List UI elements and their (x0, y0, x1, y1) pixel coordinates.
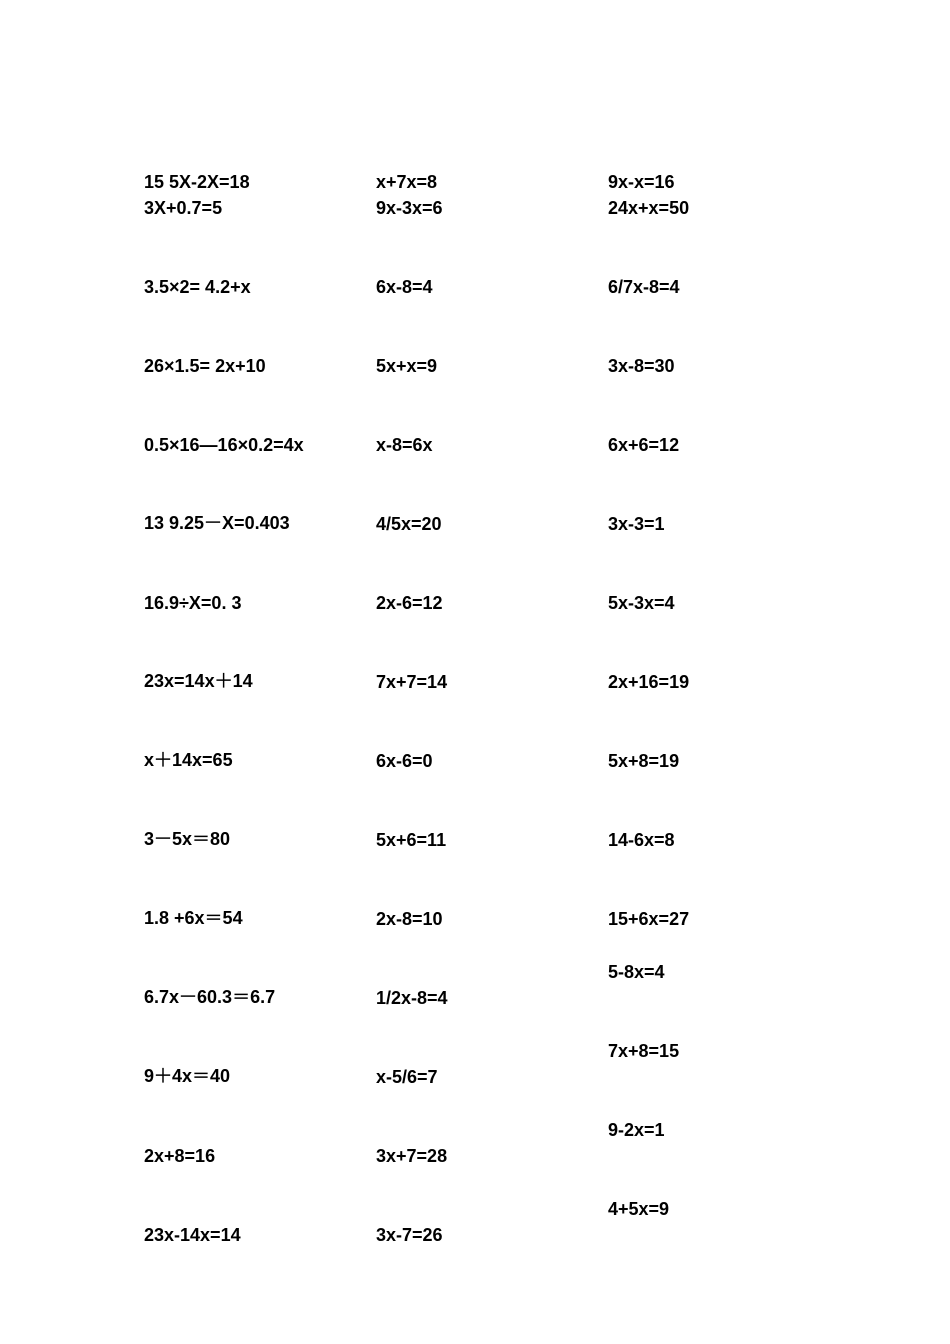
equation-col2-6: 4/5x=20 (376, 514, 442, 534)
equation-col2-10: 5x+6=11 (376, 830, 447, 850)
equation-col2-5: x-8=6x (376, 435, 433, 455)
equation-col1-10: 3－5x＝80 (144, 829, 231, 849)
equation-col3-8: 2x+16=19 (608, 672, 690, 692)
equation-col2-12: 1/2x-8=4 (376, 988, 448, 1008)
equation-col1-3: 3.5×2= 4.2+x (144, 277, 251, 297)
equation-col3-14: 9-2x=1 (608, 1120, 665, 1140)
equation-col3-4: 3x-8=30 (608, 356, 675, 376)
equation-col3-12: 5-8x=4 (608, 962, 665, 982)
equation-col1-9: x＋14x=65 (144, 750, 233, 770)
equation-col2-1: x+7x=8 (376, 172, 438, 192)
equation-col2-4: 5x+x=9 (376, 356, 438, 376)
equation-col1-14: 2x+8=16 (144, 1146, 216, 1166)
equation-col1-8: 23x=14x＋14 (144, 671, 253, 691)
equation-col1-13: 9＋4x＝40 (144, 1066, 231, 1086)
equation-col1-5: 0.5×16—16×0.2=4x (144, 435, 304, 455)
equation-col3-10: 14-6x=8 (608, 830, 675, 850)
equation-col3-2: 24x+x=50 (608, 198, 690, 218)
equation-col2-9: 6x-6=0 (376, 751, 433, 771)
equation-col3-6: 3x-3=1 (608, 514, 665, 534)
equation-col1-7: 16.9÷X=0. 3 (144, 593, 242, 613)
equation-col1-2: 3X+0.7=5 (144, 198, 223, 218)
equation-col3-3: 6/7x-8=4 (608, 277, 680, 297)
equation-col2-14: 3x+7=28 (376, 1146, 448, 1166)
equation-col2-11: 2x-8=10 (376, 909, 443, 929)
equation-col3-13: 7x+8=15 (608, 1041, 680, 1061)
equation-col1-4: 26×1.5= 2x+10 (144, 356, 266, 376)
equation-col2-7: 2x-6=12 (376, 593, 443, 613)
equation-col3-15: 4+5x=9 (608, 1199, 670, 1219)
equation-col1-11: 1.8 +6x＝54 (144, 908, 243, 928)
equation-col2-15: 3x-7=26 (376, 1225, 443, 1245)
equation-col1-15: 23x-14x=14 (144, 1225, 241, 1245)
equation-col3-11: 15+6x=27 (608, 909, 690, 929)
equation-col2-3: 6x-8=4 (376, 277, 433, 297)
equation-col3-7: 5x-3x=4 (608, 593, 675, 613)
equation-col1-1: 15 5X-2X=18 (144, 172, 250, 192)
equation-col3-5: 6x+6=12 (608, 435, 680, 455)
equation-col2-8: 7x+7=14 (376, 672, 448, 692)
equation-col1-12: 6.7x－60.3＝6.7 (144, 987, 276, 1007)
equation-col2-13: x-5/6=7 (376, 1067, 438, 1087)
equation-col3-1: 9x-x=16 (608, 172, 675, 192)
equation-col3-9: 5x+8=19 (608, 751, 680, 771)
equation-col2-2: 9x-3x=6 (376, 198, 443, 218)
equation-col1-6: 13 9.25－X=0.403 (144, 513, 290, 533)
